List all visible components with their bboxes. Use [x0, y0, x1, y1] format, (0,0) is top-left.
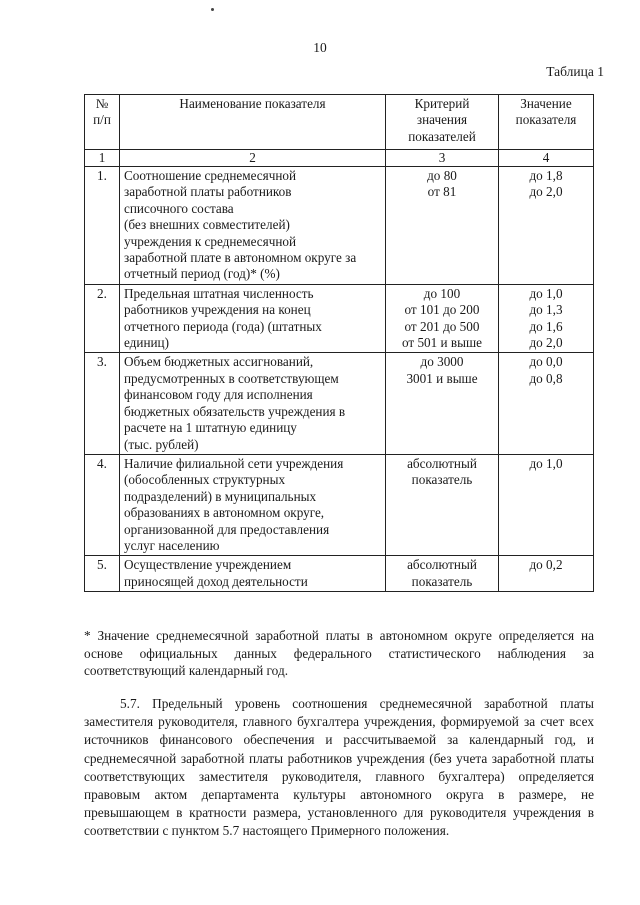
- page-number: 10: [313, 40, 327, 55]
- paragraph-5-7: 5.7. Предельный уровень соотношения среднемесячной заработной платы заместителя руководителя, главного бухгалтера учреждения, формируемой за счет всех источников финансового обеспечения и рассчитываемой за календарный год, и среднемесячной заработной платы работников учреждения (без учета заработной платы соответствующих заместителя руководителя, главного бухгалтера) определяется правовым актом департамента культуры автономного округа в размере, не превышающем в кратности размера, установленного для руководителя учреждения в соответствии с пунктом 5.7 настоящего Примерного положения.: [84, 696, 594, 839]
- row-number: 3.: [85, 353, 120, 454]
- indicator-value-line: до 1,8: [529, 168, 563, 183]
- indicator-criteria: [386, 167, 499, 285]
- indicator-name-line: (тыс. рублей): [124, 436, 199, 452]
- indicator-name: [120, 284, 386, 353]
- indicator-name-line: Осуществление учреждением: [124, 557, 292, 573]
- header-number: № п/п: [85, 95, 120, 150]
- indicator-name-line: предусмотренных в соответствующем: [124, 370, 339, 386]
- indicator-value-line: до 1,0: [529, 455, 563, 471]
- indicator-value-line: до 0,0: [529, 354, 563, 370]
- indicator-name-line: (обособленных структурных: [124, 472, 286, 488]
- indicators-table: [84, 94, 594, 592]
- indicator-name-line: отчетный период (год)* (%): [124, 266, 280, 282]
- indicator-name-line: заработной платы работников: [124, 184, 292, 200]
- indicator-criteria-line: от 201 до 500: [404, 318, 480, 334]
- indicator-criteria: [386, 284, 499, 353]
- table-row: [85, 284, 594, 353]
- indicator-name-line: образованиях в автономном округе,: [124, 505, 325, 521]
- column-number: 3: [386, 150, 499, 167]
- scan-speck: [211, 8, 214, 11]
- indicator-value: [499, 556, 594, 592]
- indicator-name-line: отчетного периода (года) (штатных: [124, 318, 322, 334]
- table-header-row: [85, 95, 594, 150]
- row-number: 2.: [85, 284, 120, 353]
- indicator-name: [120, 556, 386, 592]
- row-number: 1.: [85, 167, 120, 285]
- column-number: 4: [499, 150, 594, 167]
- indicator-value-line: до 0,2: [529, 557, 563, 573]
- indicator-value-line: до 1,0: [529, 285, 563, 301]
- indicator-name-line: единиц): [124, 335, 170, 351]
- indicator-criteria: [386, 353, 499, 454]
- indicator-criteria-line: до 3000: [420, 354, 464, 370]
- indicator-value: [499, 284, 594, 353]
- indicator-criteria-line: до 80: [427, 168, 457, 183]
- indicator-criteria-line: показатель: [411, 472, 473, 488]
- indicator-name-line: Наличие филиальной сети учреждения: [124, 455, 344, 471]
- indicator-criteria: [386, 454, 499, 555]
- indicator-name-line: Объем бюджетных ассигнований,: [124, 354, 314, 370]
- header-criteria: Критерий значения показателей: [386, 95, 499, 150]
- indicator-name-line: финансовом году для исполнения: [124, 387, 313, 403]
- indicator-name-line: учреждения к среднемесячной: [124, 233, 297, 249]
- indicator-value-line: до 0,8: [529, 370, 563, 386]
- indicator-name-line: расчете на 1 штатную единицу: [124, 420, 297, 436]
- indicator-criteria: [386, 556, 499, 592]
- row-number: 4.: [85, 454, 120, 555]
- indicator-name-line: организованной для предоставления: [124, 521, 330, 537]
- table-row: [85, 454, 594, 555]
- table-row: [85, 556, 594, 592]
- column-number: 2: [120, 150, 386, 167]
- indicator-criteria-line: от 501 и выше: [401, 335, 482, 351]
- indicator-value: [499, 167, 594, 285]
- indicator-name-line: приносящей доход деятельности: [124, 573, 308, 589]
- indicator-name-line: подразделений) в муниципальных: [124, 488, 317, 504]
- indicator-criteria-line: до 100: [423, 285, 461, 301]
- indicator-criteria-line: от 101 до 200: [404, 302, 480, 318]
- header-name: Наименование показателя: [120, 95, 386, 150]
- column-number-row: [85, 150, 594, 167]
- indicator-value: [499, 454, 594, 555]
- indicator-criteria-line: 3001 и выше: [406, 370, 478, 386]
- header-value: Значение показателя: [499, 95, 594, 150]
- indicator-criteria-line: от 81: [427, 184, 457, 200]
- footnote: * Значение среднемесячной заработной платы в автономном округе определяется на основе официальных данных федерального статистического наблюдения за соответствующий календарный год.: [84, 628, 594, 678]
- indicator-name: [120, 167, 386, 285]
- column-number: 1: [85, 150, 120, 167]
- table-row: [85, 353, 594, 454]
- indicator-value-line: до 1,6: [529, 318, 563, 334]
- indicator-criteria-line: показатель: [411, 573, 473, 589]
- indicator-name-line: бюджетных обязательств учреждения в: [124, 403, 346, 419]
- indicator-name: [120, 353, 386, 454]
- indicator-value: [499, 353, 594, 454]
- indicator-name-line: услуг населению: [124, 537, 220, 553]
- indicator-name: [120, 454, 386, 555]
- indicator-value-line: до 2,0: [529, 184, 563, 200]
- table-caption: Таблица 1: [546, 64, 604, 79]
- indicator-name-line: (без внешних совместителей): [124, 217, 290, 233]
- indicator-criteria-line: абсолютный: [407, 557, 477, 573]
- indicator-value-line: до 2,0: [529, 335, 563, 351]
- indicator-name-line: работников учреждения на конец: [124, 302, 311, 318]
- indicator-criteria-line: абсолютный: [407, 455, 477, 471]
- indicator-name-line: Соотношение среднемесячной: [124, 168, 297, 183]
- indicator-name-line: заработной плате в автономном округе за: [124, 250, 357, 266]
- indicator-name-line: списочного состава: [124, 200, 234, 216]
- row-number: 5.: [85, 556, 120, 592]
- indicator-value-line: до 1,3: [529, 302, 563, 318]
- indicator-name-line: Предельная штатная численность: [124, 285, 314, 301]
- table-row: [85, 167, 594, 285]
- table-body: [85, 167, 594, 592]
